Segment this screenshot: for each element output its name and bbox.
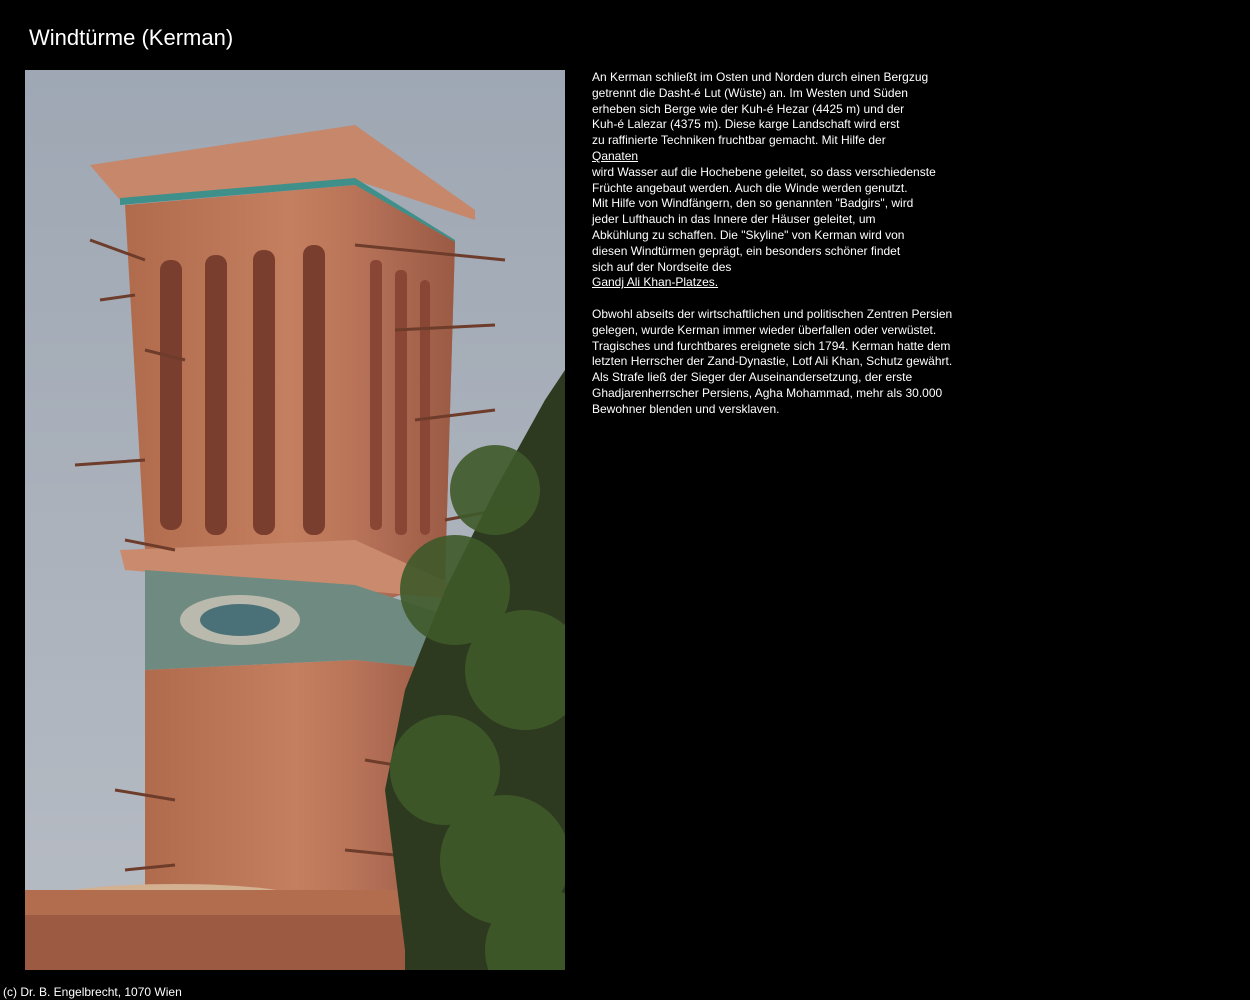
- p1-line: An Kerman schließt im Osten und Norden durch einen Bergzug: [592, 70, 929, 84]
- windtower-photo: [25, 70, 565, 970]
- p1-line: jeder Lufthauch in das Innere der Häuser geleitet, um: [592, 212, 876, 227]
- p1-line: diesen Windtürmen geprägt, ein besonders schöner findet: [592, 243, 901, 258]
- p2-line: Ghadjarenherrscher Persiens, Agha Mohammad, mehr als 30.000: [592, 385, 943, 400]
- p2-line: letzten Herrscher der Zand-Dynastie, Lotf Ali Khan, Schutz gewährt.: [592, 354, 953, 369]
- p2-line: Bewohner blenden und versklaven.: [592, 401, 780, 416]
- paragraph-1: [592, 70, 962, 291]
- copyright-footer: (c) Dr. B. Engelbrecht, 1070 Wien: [3, 985, 182, 999]
- p2-line: Tragisches und furchtbares ereignete sich 1794. Kerman hatte dem: [592, 338, 951, 353]
- p1-line: erheben sich Berge wie der Kuh-é Hezar (4425 m) und der: [592, 101, 905, 116]
- p1-line: Abkühlung zu schaffen. Die "Skyline" von Kerman wird von: [592, 227, 905, 242]
- p2-line: gelegen, wurde Kerman immer wieder überfallen oder verwüstet.: [592, 322, 937, 337]
- p1-line: Mit Hilfe von Windfängern, den so genannten "Badgirs", wird: [592, 196, 914, 211]
- p1-line: wird Wasser auf die Hochebene geleitet, so dass verschiedenste: [592, 164, 936, 179]
- p1-line: Kuh-é Lalezar (4375 m). Diese karge Landschaft wird erst: [592, 117, 900, 132]
- p1-line: Früchte angebaut werden. Auch die Winde werden genutzt.: [592, 180, 908, 195]
- p2-line: Obwohl abseits der wirtschaftlichen und politischen Zentren Persien: [592, 306, 953, 321]
- qanaten-link[interactable]: Qanaten: [592, 148, 639, 163]
- gandj-ali-khan-link[interactable]: Gandj Ali Khan-Platzes.: [592, 275, 719, 290]
- page-title: Windtürme (Kerman): [29, 25, 234, 50]
- p2-line: Als Strafe ließ der Sieger der Auseinandersetzung, der erste: [592, 370, 913, 385]
- paragraph-2: [592, 307, 962, 418]
- p1-line: sich auf der Nordseite des: [592, 259, 732, 274]
- description-text: [592, 70, 962, 418]
- p1-line: zu raffinierte Techniken fruchtbar gemacht. Mit Hilfe der: [592, 133, 886, 148]
- p1-line: getrennt die Dasht-é Lut (Wüste) an. Im Westen und Süden: [592, 85, 908, 100]
